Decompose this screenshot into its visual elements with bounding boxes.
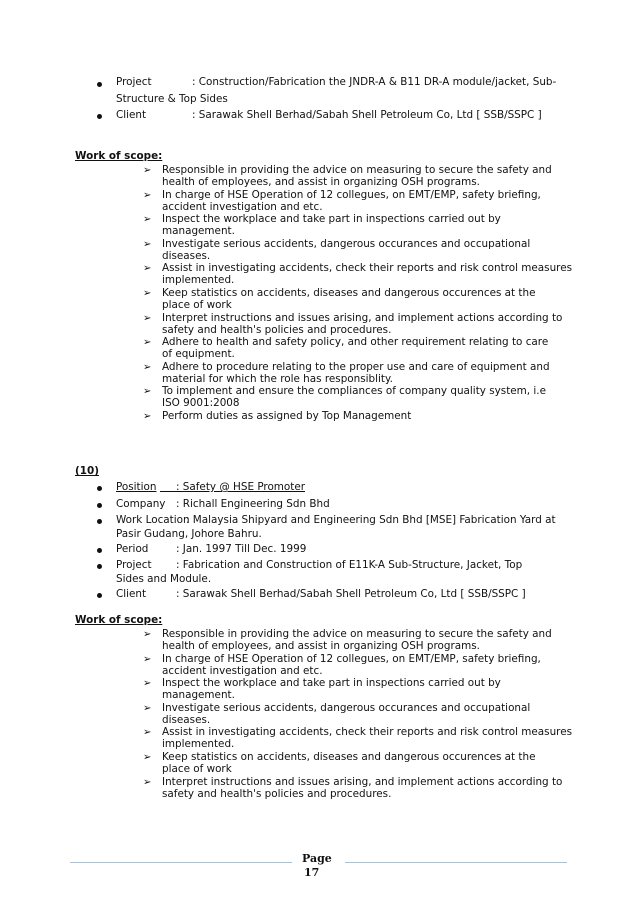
arrow-bullet-icon: ➢: [143, 238, 152, 250]
field-label: Project: [116, 76, 152, 88]
scope-item-line: management.: [162, 689, 235, 702]
field-label: Client: [116, 588, 147, 600]
section-heading: Work of scope:: [75, 150, 163, 162]
arrow-bullet-icon: ➢: [143, 629, 152, 640]
scope-item-line: Assist in investigating accidents, check their reports and risk control measures: [162, 262, 573, 275]
scope-item-line: To implement and ensure the compliances of company quality system, i.e: [162, 385, 546, 398]
field-value: : Sarawak Shell Berhad/Sabah Shell Petroleum Co, Ltd [ SSB/SSPC ]: [176, 588, 526, 600]
arrow-bullet-icon: ➢: [143, 312, 152, 324]
arrow-bullet-icon: ➢: [143, 411, 152, 422]
scope-item-line: Keep statistics on accidents, diseases and dangerous occurences at the: [162, 287, 536, 299]
bullet-icon: [97, 114, 102, 119]
scope-item-line: health of employees, and assist in organizing OSH programs.: [162, 640, 480, 652]
scope-item-line: safety and health's policies and procedures.: [162, 323, 392, 336]
arrow-bullet-icon: ➢: [143, 386, 152, 398]
scope-item-line: Interpret instructions and issues arising, and implement actions according to: [162, 311, 563, 324]
scope-item-line: place of work: [162, 763, 232, 775]
arrow-bullet-icon: ➢: [143, 337, 152, 349]
scope-item-line: In charge of HSE Operation of 12 collegues, on EMT/EMP, safety briefing,: [162, 188, 541, 201]
bullet-icon: [97, 593, 102, 598]
field-value-cont: Sides and Module.: [116, 573, 212, 585]
field-value: : Richall Engineering Sdn Bhd: [176, 498, 330, 510]
scope-item-line: Investigate serious accidents, dangerous occurances and occupational: [162, 237, 531, 250]
scope-item-line: place of work: [162, 299, 232, 311]
arrow-bullet-icon: ➢: [143, 702, 152, 714]
field-label: Position: [116, 481, 157, 493]
field-value: : Fabrication and Construction of E11K-A Sub-Structure, Jacket, Top: [176, 559, 523, 571]
bullet-icon: [97, 503, 102, 508]
field-value: : Construction/Fabrication the JNDR-A & B11 DR-A module/jacket, Sub-: [192, 76, 557, 88]
arrow-bullet-icon: ➢: [143, 752, 152, 763]
bullet-icon: [97, 564, 102, 569]
arrow-bullet-icon: ➢: [143, 214, 152, 226]
scope-item-line: Adhere to procedure relating to the proper use and care of equipment and: [162, 360, 550, 373]
field-value-cont: Structure & Top Sides: [116, 93, 228, 105]
scope-item-line: Interpret instructions and issues arising, and implement actions according to: [162, 775, 563, 788]
scope-item-line: Perform duties as assigned by Top Management: [162, 410, 412, 422]
field-label: Work Location: [116, 514, 190, 526]
field-value: : Sarawak Shell Berhad/Sabah Shell Petroleum Co, Ltd [ SSB/SSPC ]: [192, 109, 542, 121]
field-value: : Jan. 1997 Till Dec. 1999: [176, 543, 307, 555]
arrow-bullet-icon: ➢: [143, 189, 152, 201]
arrow-bullet-icon: ➢: [143, 727, 152, 739]
scope-item-line: Responsible in providing the advice on measuring to secure the safety and: [162, 164, 552, 176]
scope-item-line: implemented.: [162, 274, 235, 287]
scope-item-line: management.: [162, 225, 235, 238]
field-label: Client: [116, 109, 147, 121]
footer-rule-left: [70, 862, 292, 863]
scope-item-line: accident investigation and etc.: [162, 200, 323, 213]
arrow-bullet-icon: ➢: [143, 165, 152, 176]
page-number: 17: [304, 866, 320, 879]
scope-item-line: Inspect the workplace and take part in inspections carried out by: [162, 677, 501, 690]
field-label: Project: [116, 559, 152, 571]
section-heading: Work of scope:: [75, 614, 163, 626]
position-underline: [160, 491, 176, 492]
scope-item-line: Assist in investigating accidents, check their reports and risk control measures: [162, 726, 573, 739]
bullet-icon: [97, 82, 102, 87]
scope-item-line: ISO 9001:2008: [162, 397, 240, 410]
scope-item-line: material for which the role has responsiblity.: [162, 372, 393, 385]
arrow-bullet-icon: ➢: [143, 288, 152, 299]
scope-item-line: diseases.: [162, 713, 211, 726]
scope-item-line: Inspect the workplace and take part in inspections carried out by: [162, 213, 501, 226]
field-label: Company: [116, 498, 166, 510]
arrow-bullet-icon: ➢: [143, 263, 152, 275]
arrow-bullet-icon: ➢: [143, 653, 152, 665]
scope-item-line: of equipment.: [162, 348, 235, 361]
page-label: Page: [302, 852, 332, 865]
scope-item-line: Adhere to health and safety policy, and other requirement relating to care: [162, 336, 549, 349]
scope-item-line: Responsible in providing the advice on measuring to secure the safety and: [162, 628, 552, 640]
arrow-bullet-icon: ➢: [143, 776, 152, 788]
scope-item-line: In charge of HSE Operation of 12 collegues, on EMT/EMP, safety briefing,: [162, 652, 541, 665]
scope-item-line: health of employees, and assist in organizing OSH programs.: [162, 176, 480, 188]
field-label: Period: [116, 543, 149, 555]
footer-rule-right: [345, 862, 567, 863]
field-value: : Malaysia Shipyard and Engineering Sdn Bhd [MSE] Fabrication Yard at: [186, 514, 556, 526]
field-value: : Safety @ HSE Promoter: [176, 481, 306, 493]
scope-item-line: Investigate serious accidents, dangerous occurances and occupational: [162, 701, 531, 714]
scope-item-line: diseases.: [162, 249, 211, 262]
bullet-icon: [97, 548, 102, 553]
bullet-icon: [97, 486, 102, 491]
scope-item-line: Keep statistics on accidents, diseases and dangerous occurences at the: [162, 751, 536, 763]
bullet-icon: [97, 519, 102, 524]
scope-item-line: accident investigation and etc.: [162, 664, 323, 677]
arrow-bullet-icon: ➢: [143, 361, 152, 373]
field-value-cont: Pasir Gudang, Johore Bahru.: [116, 528, 262, 540]
arrow-bullet-icon: ➢: [143, 678, 152, 690]
entry-number: (10): [75, 465, 99, 477]
scope-item-line: safety and health's policies and procedures.: [162, 787, 392, 800]
scope-item-line: implemented.: [162, 738, 235, 751]
